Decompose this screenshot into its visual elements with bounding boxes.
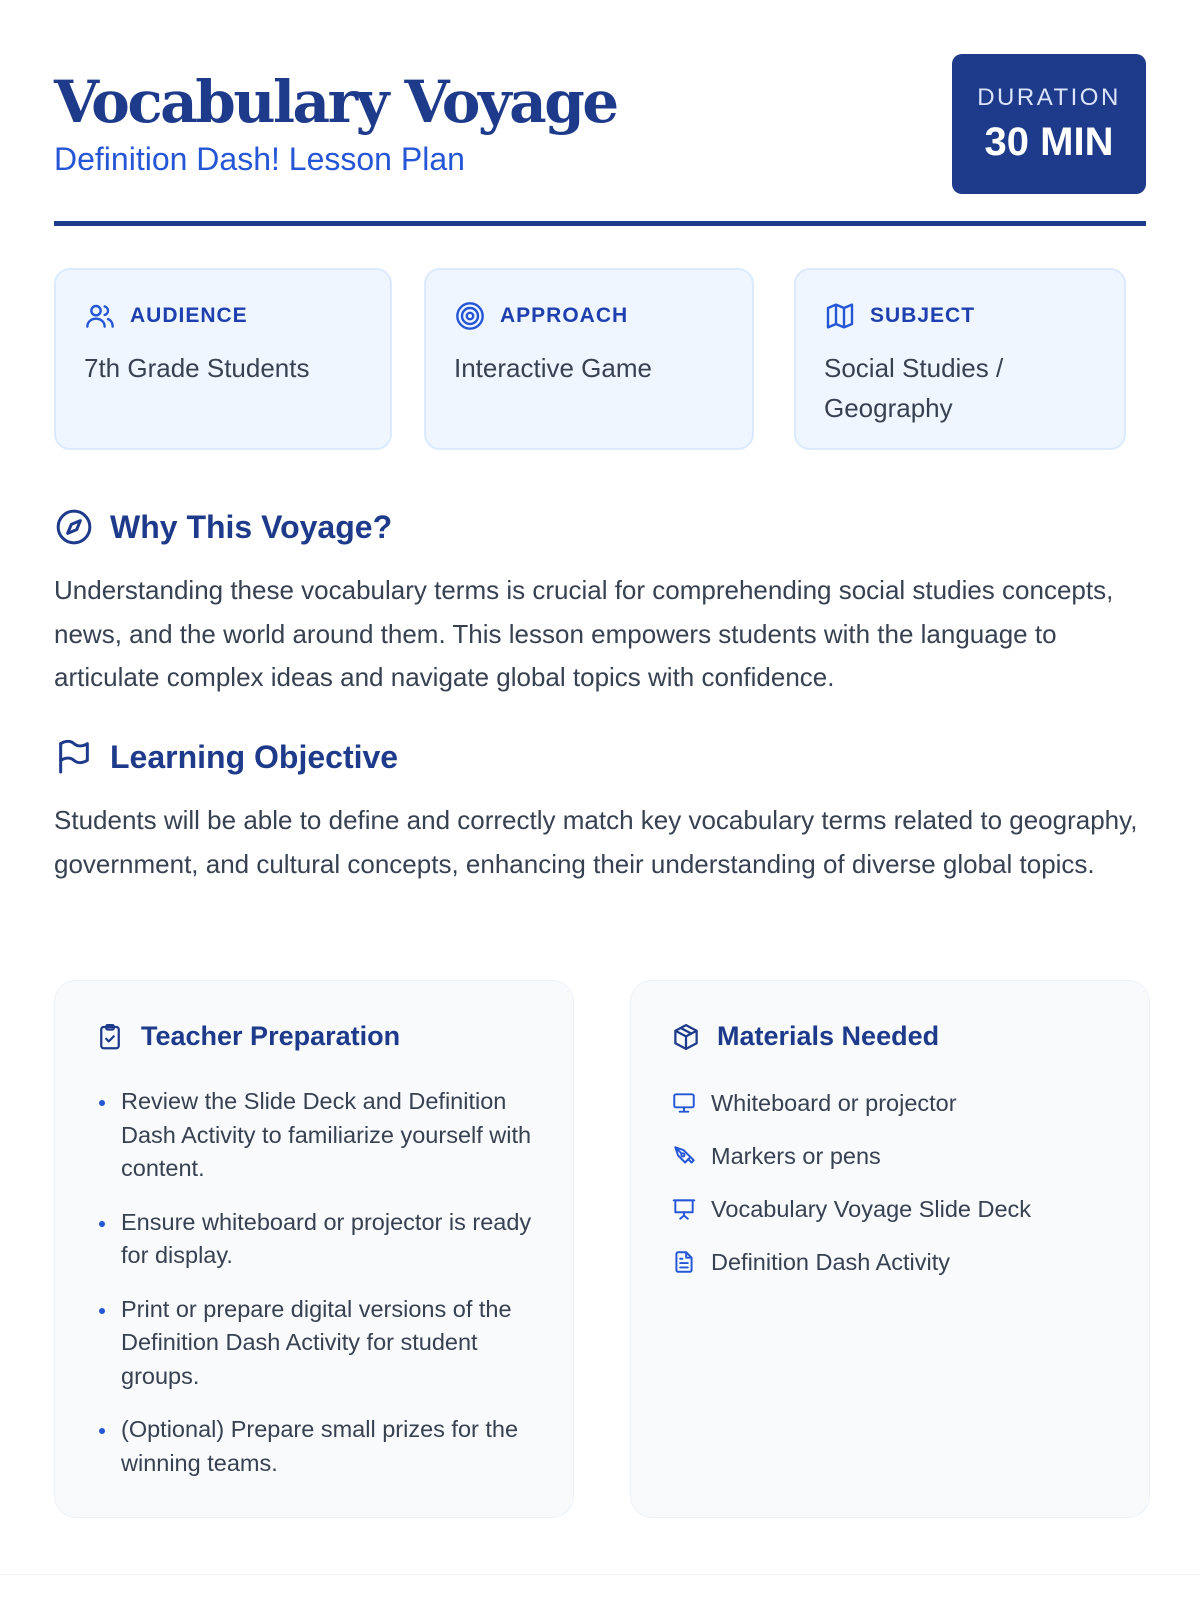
map-icon <box>824 300 856 332</box>
duration-badge <box>952 54 1146 194</box>
why-heading: Why This Voyage? <box>110 508 393 545</box>
subject-value: Social Studies / Geography <box>824 353 1004 423</box>
audience-card <box>54 268 392 450</box>
audience-label: AUDIENCE <box>130 304 248 327</box>
objective-text: Students will be able to define and correctly match key vocabulary terms related to geography, government, and cultural concepts, enhancing their understanding of diverse global topics. <box>54 805 1138 879</box>
approach-value: Interactive Game <box>454 353 652 383</box>
approach-label: APPROACH <box>500 304 629 327</box>
pen-icon <box>671 1143 697 1169</box>
list-item: Ensure whiteboard or projector is ready for display. <box>121 1206 533 1273</box>
subject-card <box>794 268 1126 450</box>
list-item <box>671 1085 1119 1121</box>
box-icon <box>671 1022 701 1052</box>
why-section <box>54 505 1146 700</box>
list-item <box>671 1138 1119 1174</box>
list-item <box>671 1191 1119 1227</box>
flag-icon <box>54 737 94 777</box>
document-icon <box>671 1249 697 1275</box>
preparation-heading: Teacher Preparation <box>141 1021 401 1051</box>
material-label: Markers or pens <box>711 1142 881 1169</box>
material-label: Whiteboard or projector <box>711 1089 957 1116</box>
subject-label: SUBJECT <box>870 304 976 327</box>
approach-card <box>424 268 754 450</box>
duration-value: 30 MIN <box>984 120 1114 164</box>
materials-panel <box>630 980 1150 1518</box>
page-title: Vocabulary Voyage <box>54 68 617 136</box>
info-cards <box>54 268 1146 450</box>
duration-label: DURATION <box>977 84 1121 111</box>
monitor-icon <box>671 1090 697 1116</box>
preparation-list <box>121 1085 533 1500</box>
teacher-preparation-panel <box>54 980 574 1518</box>
page-subtitle: Definition Dash! Lesson Plan <box>54 141 465 177</box>
materials-list <box>671 1085 1119 1297</box>
presentation-icon <box>671 1196 697 1222</box>
target-icon <box>454 300 486 332</box>
list-item: Print or prepare digital versions of the Definition Dash Activity for student groups. <box>121 1293 533 1394</box>
list-item <box>671 1244 1119 1280</box>
material-label: Vocabulary Voyage Slide Deck <box>711 1195 1032 1222</box>
material-label: Definition Dash Activity <box>711 1248 951 1275</box>
footer-divider <box>0 1574 1200 1575</box>
objective-section <box>54 735 1146 886</box>
clipboard-check-icon <box>95 1022 125 1052</box>
materials-heading: Materials Needed <box>717 1021 940 1051</box>
header <box>54 0 1146 226</box>
audience-value: 7th Grade Students <box>84 353 310 383</box>
compass-icon <box>54 507 94 547</box>
users-icon <box>84 300 116 332</box>
why-text: Understanding these vocabulary terms is crucial for comprehending social studies concepts, news, and the world around them. This lesson empowers students with the language to articulate complex ideas and navigate global topics with confidence. <box>54 575 1114 692</box>
list-item: (Optional) Prepare small prizes for the winning teams. <box>121 1413 533 1480</box>
list-item: Review the Slide Deck and Definition Dash Activity to familiarize yourself with content. <box>121 1085 533 1186</box>
objective-heading: Learning Objective <box>110 738 399 775</box>
